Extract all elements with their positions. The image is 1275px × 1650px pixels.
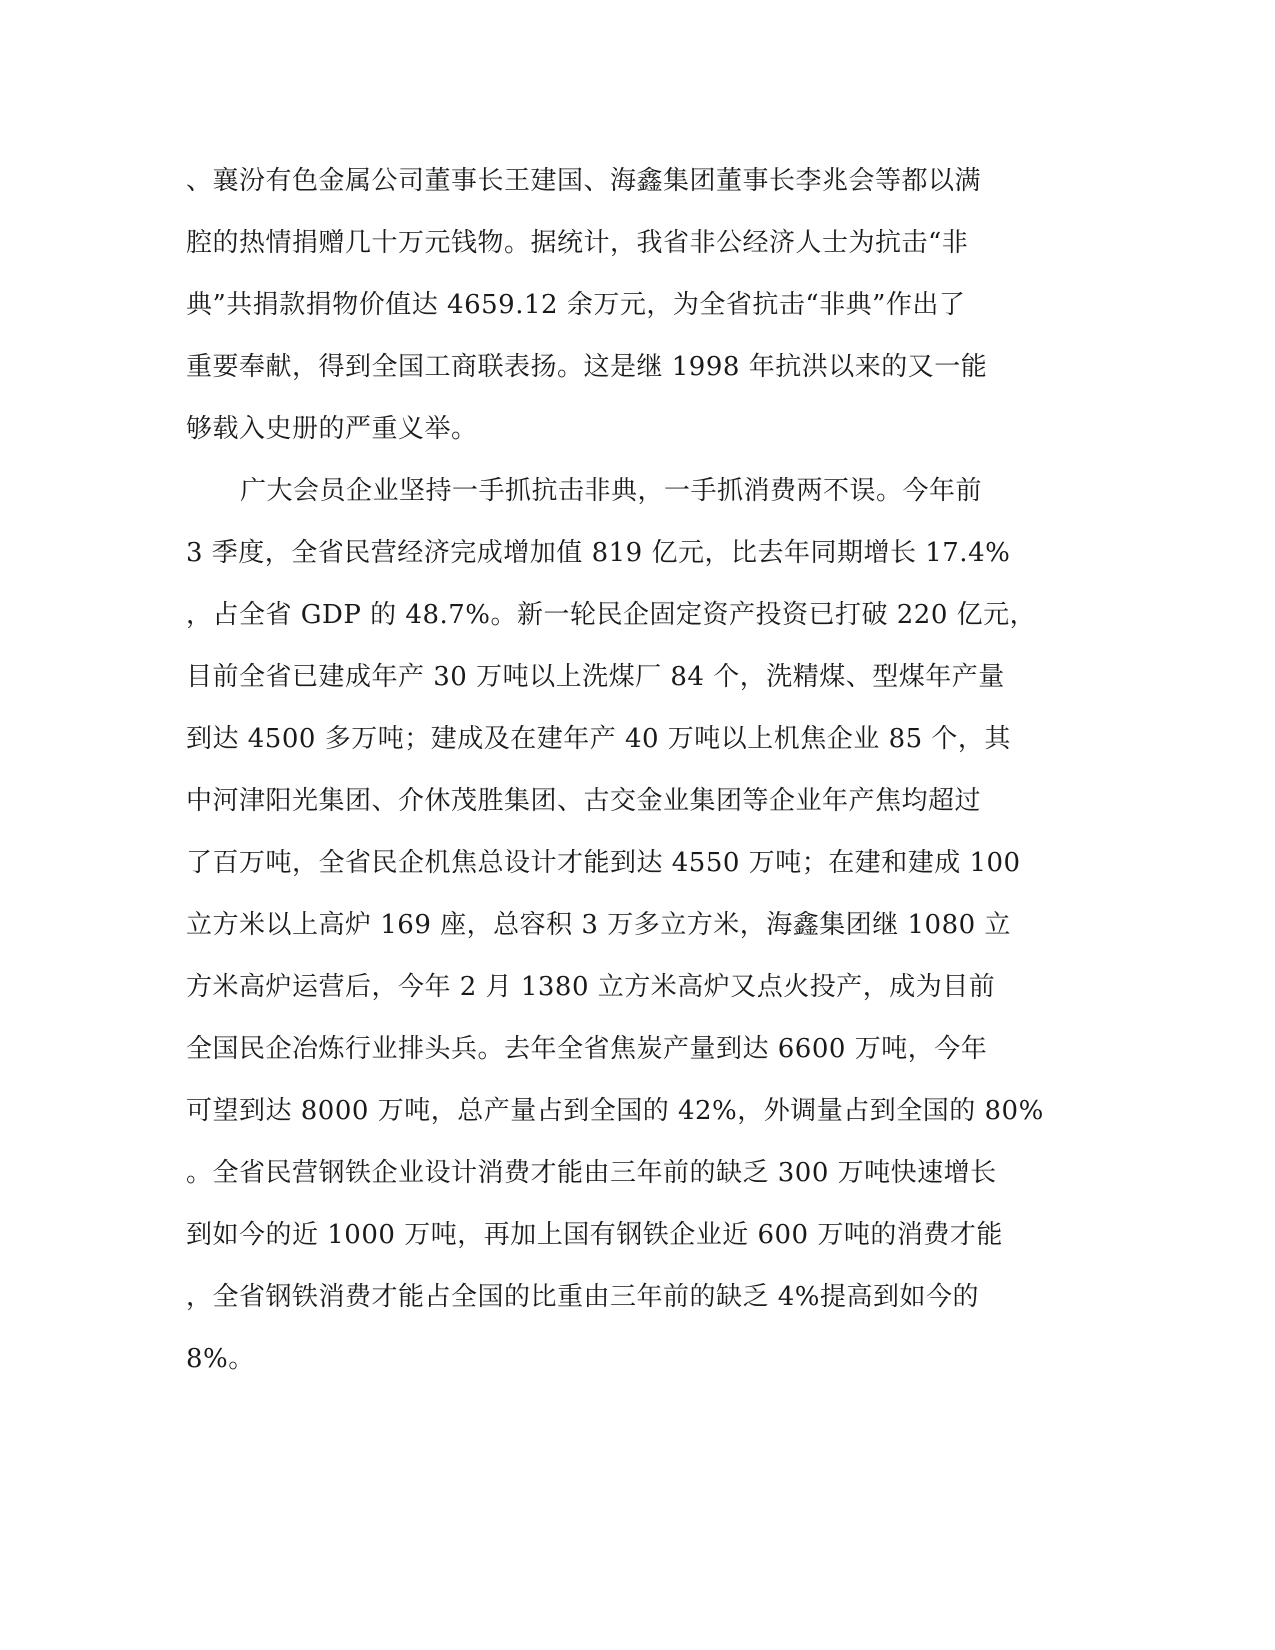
text-line: 中河津阳光集团、介休茂胜集团、古交金业集团等企业年产焦均超过 (186, 786, 982, 816)
text-line: 广大会员企业坚持一手抓抗击非典，一手抓消费两不误。今年前 (240, 476, 983, 506)
document-body (186, 154, 1046, 1394)
text-line: 腔的热情捐赠几十万元钱物。据统计，我省非公经济人士为抗击“非 (186, 228, 969, 258)
text-line: ，全省钢铁消费才能占全国的比重由三年前的缺乏 4%提高到如今的 (186, 1282, 980, 1312)
text-line: 3 季度，全省民营经济完成增加值 819 亿元，比去年同期增长 17.4% (186, 538, 1011, 568)
text-line: ，占全省 GDP 的 48.7%。新一轮民企固定资产投资已打破 220 亿元， (186, 600, 1037, 630)
paragraph-1 (186, 154, 1046, 464)
text-line: 可望到达 8000 万吨，总产量占到全国的 42%，外调量占到全国的 80% (186, 1096, 1044, 1126)
text-line: 立方米以上高炉 169 座，总容积 3 万多立方米，海鑫集团继 1080 立 (186, 910, 1011, 940)
text-line: 到如今的近 1000 万吨，再加上国有钢铁企业近 600 万吨的消费才能 (186, 1220, 1003, 1250)
text-line: 了百万吨，全省民企机焦总设计才能到达 4550 万吨；在建和建成 100 (186, 848, 1021, 878)
text-line: 全国民企冶炼行业排头兵。去年全省焦炭产量到达 6600 万吨，今年 (186, 1034, 988, 1064)
text-line: 典”共捐款捐物价值达 4659.12 余万元，为全省抗击“非典”作出了 (186, 290, 966, 320)
text-line: 、襄汾有色金属公司董事长王建国、海鑫集团董事长李兆会等都以满 (186, 166, 982, 196)
text-line: 方米高炉运营后，今年 2 月 1380 立方米高炉又点火投产，成为目前 (186, 972, 996, 1002)
text-line: 8%。 (186, 1344, 255, 1374)
text-line: 到达 4500 多万吨；建成及在建年产 40 万吨以上机焦企业 85 个，其 (186, 724, 1011, 754)
text-line: 目前全省已建成年产 30 万吨以上洗煤厂 84 个，洗精煤、型煤年产量 (186, 662, 1005, 692)
text-line: 。全省民营钢铁企业设计消费才能由三年前的缺乏 300 万吨快速增长 (186, 1158, 997, 1188)
paragraph-2 (186, 464, 1046, 1394)
text-line: 够载入史册的严重义举。 (186, 414, 478, 444)
text-line: 重要奉献，得到全国工商联表扬。这是继 1998 年抗洪以来的又一能 (186, 352, 988, 382)
